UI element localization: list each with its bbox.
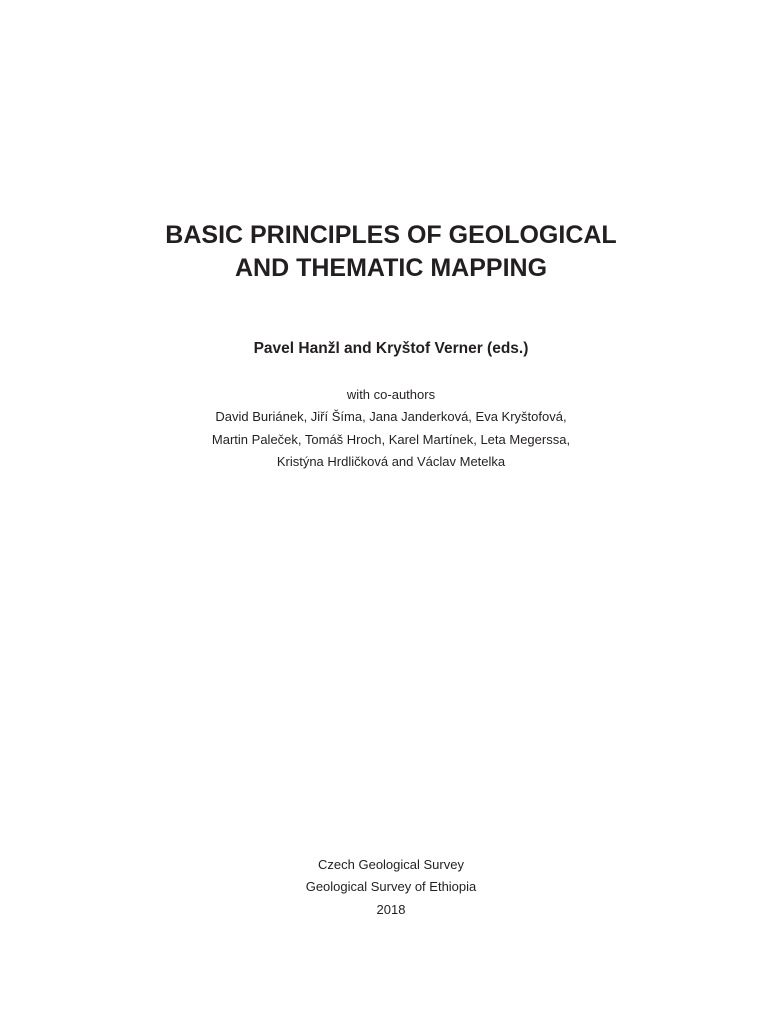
coauthors-intro: with co-authors: [346, 387, 436, 402]
coauthors-block: [0, 384, 768, 473]
editors: Pavel Hanžl and Kryštof Verner (eds.): [253, 340, 529, 357]
title-line-1: BASIC PRINCIPLES OF GEOLOGICAL: [165, 221, 617, 249]
coauthors-line-2: Martin Paleček, Tomáš Hroch, Karel Martínek, Leta Megerssa,: [211, 431, 571, 447]
title-line-2: AND THEMATIC MAPPING: [234, 254, 548, 282]
publication-year: 2018: [376, 901, 406, 917]
coauthors-line-3: Kristýna Hrdličková and Václav Metelka: [276, 453, 506, 469]
publisher-org-1: Czech Geological Survey: [318, 857, 464, 872]
publisher-block: [0, 854, 768, 921]
book-title: [0, 219, 768, 285]
publisher-org-2: Geological Survey of Ethiopia: [305, 879, 477, 895]
coauthors-line-1: David Buriánek, Jiří Šíma, Jana Janderková, Eva Kryštofová,: [215, 409, 567, 425]
